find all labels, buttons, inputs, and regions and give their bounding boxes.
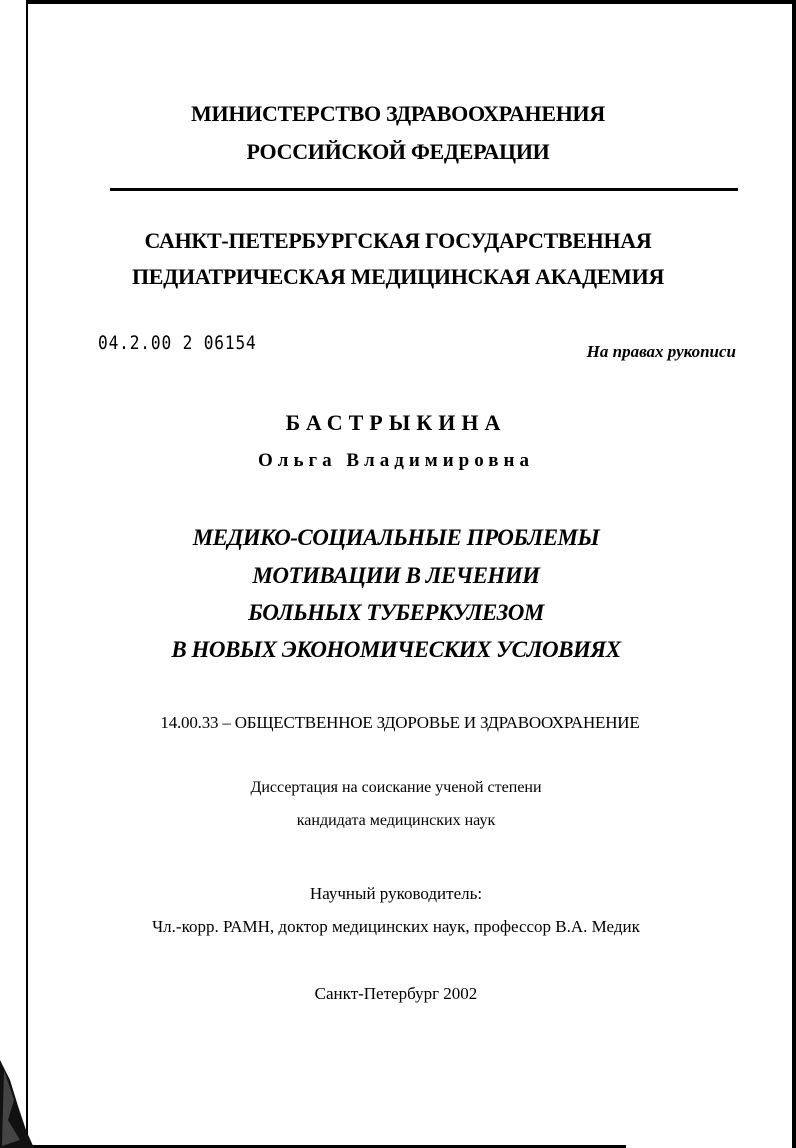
author-surname: БАСТРЫКИНА xyxy=(285,410,507,435)
place-year: Санкт-Петербург 2002 xyxy=(314,984,478,1003)
academy-line-2: ПЕДИАТРИЧЕСКАЯ МЕДИЦИНСКАЯ АКАДЕМИЯ xyxy=(131,264,665,289)
degree-line-1: Диссертация на соискание ученой степени xyxy=(250,779,542,796)
library-stamp-code: 04.2.00 2 06154 xyxy=(98,332,257,354)
title-line-3: БОЛЬНЫХ ТУБЕРКУЛЕЗОМ xyxy=(248,600,544,625)
scan-border-left xyxy=(26,0,28,1148)
scan-smudge xyxy=(0,1060,34,1148)
scan-border-top xyxy=(28,0,796,4)
title-line-4: В НОВЫХ ЭКОНОМИЧЕСКИХ УСЛОВИЯХ xyxy=(171,637,621,662)
scan-border-right xyxy=(792,0,796,1148)
academy-line-1: САНКТ-ПЕТЕРБУРГСКАЯ ГОСУДАРСТВЕННАЯ xyxy=(144,228,652,253)
degree-line-2: кандидата медицинских наук xyxy=(296,812,496,829)
supervisor-label: Научный руководитель: xyxy=(309,884,483,903)
ministry-line-1: МИНИСТЕРСТВО ЗДРАВООХРАНЕНИЯ xyxy=(191,101,605,126)
title-line-1: МЕДИКО-СОЦИАЛЬНЫЕ ПРОБЛЕМЫ xyxy=(192,525,600,550)
supervisor-name: Чл.-корр. РАМН, доктор медицинских наук, профессор В.А. Медик xyxy=(152,917,640,936)
manuscript-note: На правах рукописи xyxy=(586,342,736,361)
author-given-name: Ольга Владимировна xyxy=(258,450,534,471)
ministry-line-2: РОССИЙСКОЙ ФЕДЕРАЦИИ xyxy=(246,139,550,164)
header-divider xyxy=(110,188,738,191)
title-line-2: МОТИВАЦИИ В ЛЕЧЕНИИ xyxy=(252,563,540,588)
specialty-code: 14.00.33 – ОБЩЕСТВЕННОЕ ЗДОРОВЬЕ И ЗДРАВООХРАНЕНИЕ xyxy=(160,713,640,732)
